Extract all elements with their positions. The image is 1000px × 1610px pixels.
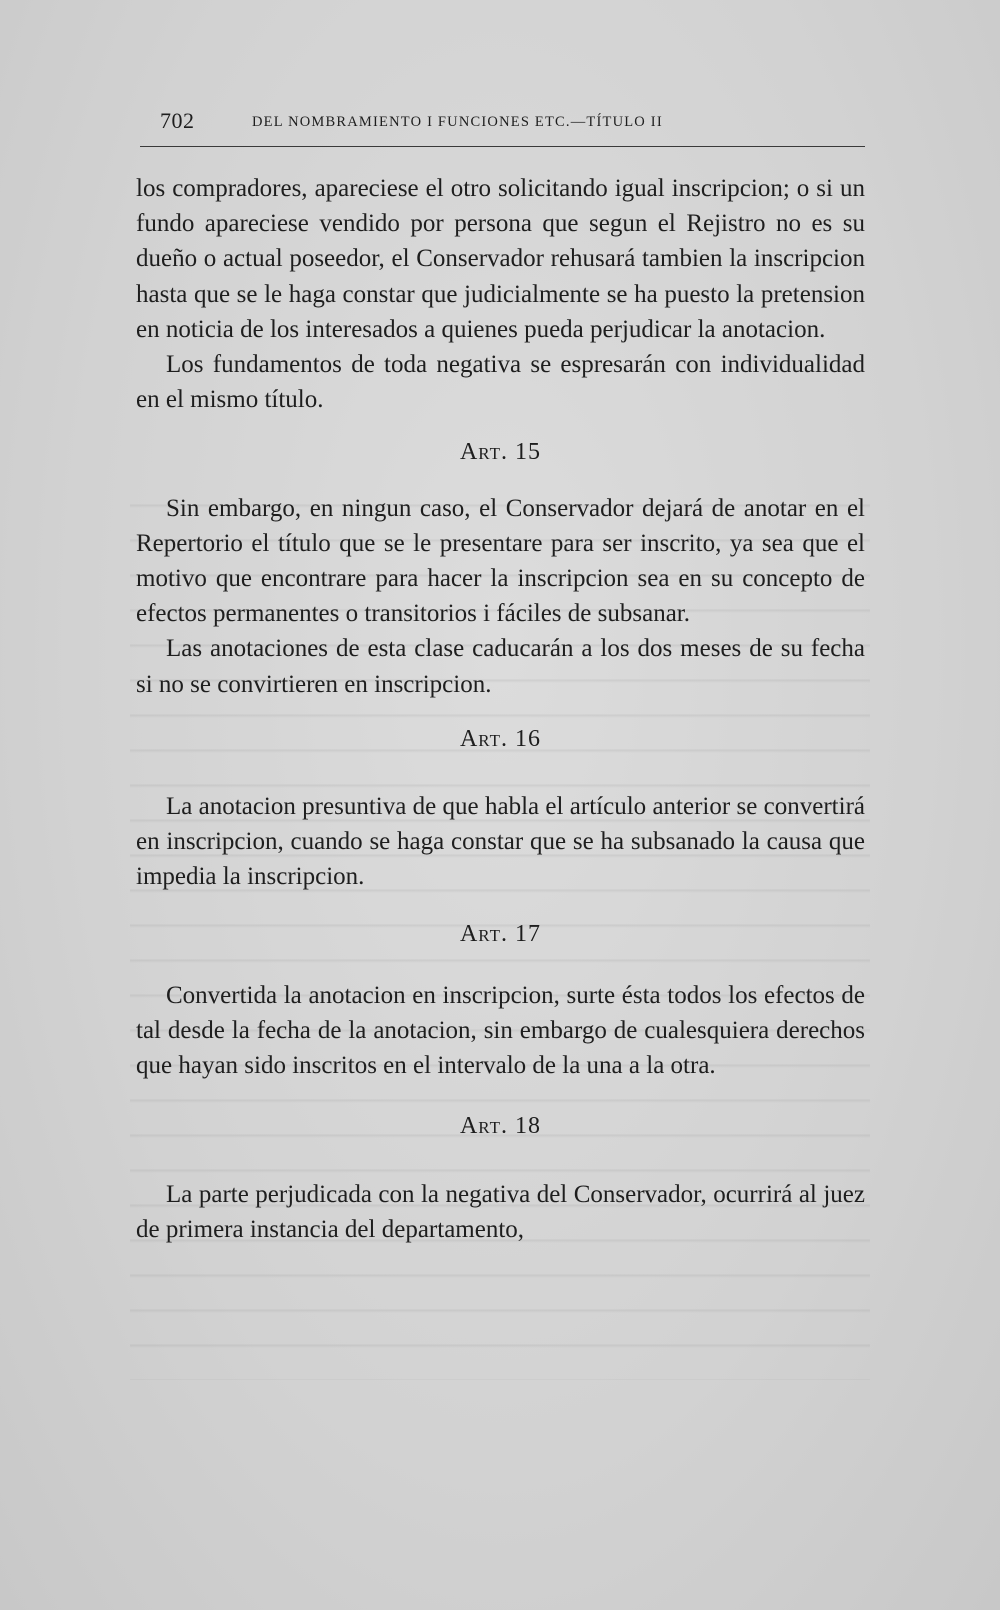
article-label: Art. (459, 725, 509, 752)
running-head (160, 106, 860, 136)
paragraph: Sin embargo, en ningun caso, el Conservador dejará de anotar en el Repertorio el título que se le presentare para ser inscrito, ya sea que el motivo que encontrare para hacer la inscripcion sea en su concepto de efectos permanentes o transitorios i fáciles de subsanar. (136, 494, 865, 628)
article-heading-15 (136, 435, 865, 470)
article-heading-17 (136, 917, 865, 952)
paragraph: Convertida la anotacion en inscripcion, surte ésta todos los efectos de tal desde la fecha de la anotacion, sin embargo de cualesquiera derechos que hayan sido inscritos en el intervalo de la una a la otra. (136, 981, 865, 1080)
article-number: 15 (515, 439, 542, 466)
article-label: Art. (459, 920, 509, 947)
header-rule (140, 146, 865, 147)
article-label: Art. (459, 1113, 509, 1140)
paragraph: Las anotaciones de esta clase caducarán a los dos meses de su fecha si no se convirtieren en inscripcion. (136, 635, 865, 698)
article-heading-16 (136, 722, 865, 757)
running-title: DEL NOMBRAMIENTO I FUNCIONES ETC.—TÍTULO II (252, 114, 663, 130)
paragraph: La parte perjudicada con la negativa del Conservador, ocurrirá al juez de primera instancia del departamento, (136, 1180, 865, 1243)
paragraph: Los fundamentos de toda negativa se espresarán con individualidad en el mismo título. (136, 351, 865, 414)
article-heading-18 (136, 1109, 865, 1144)
article-label: Art. (459, 439, 509, 466)
paragraph-continued: los compradores, apareciese el otro solicitando igual inscripcion; o si un fundo apareciese vendido por persona que segun el Rejistro no es su dueño o actual poseedor, el Conservador rehusará tambien la inscripcion hasta que se le haga constar que judicialmente se ha puesto la pretension en noticia de los interesados a quienes pueda perjudicar la anotacion. (136, 175, 865, 343)
paragraph: La anotacion presuntiva de que habla el artículo anterior se convertirá en inscripcion, cuando se haga constar que se ha subsanado la causa que impedia la inscripcion. (136, 793, 865, 891)
article-number: 18 (515, 1113, 542, 1140)
body-text (136, 171, 865, 1247)
article-number: 17 (515, 920, 542, 947)
article-number: 16 (515, 725, 542, 752)
page-number: 702 (160, 108, 195, 133)
